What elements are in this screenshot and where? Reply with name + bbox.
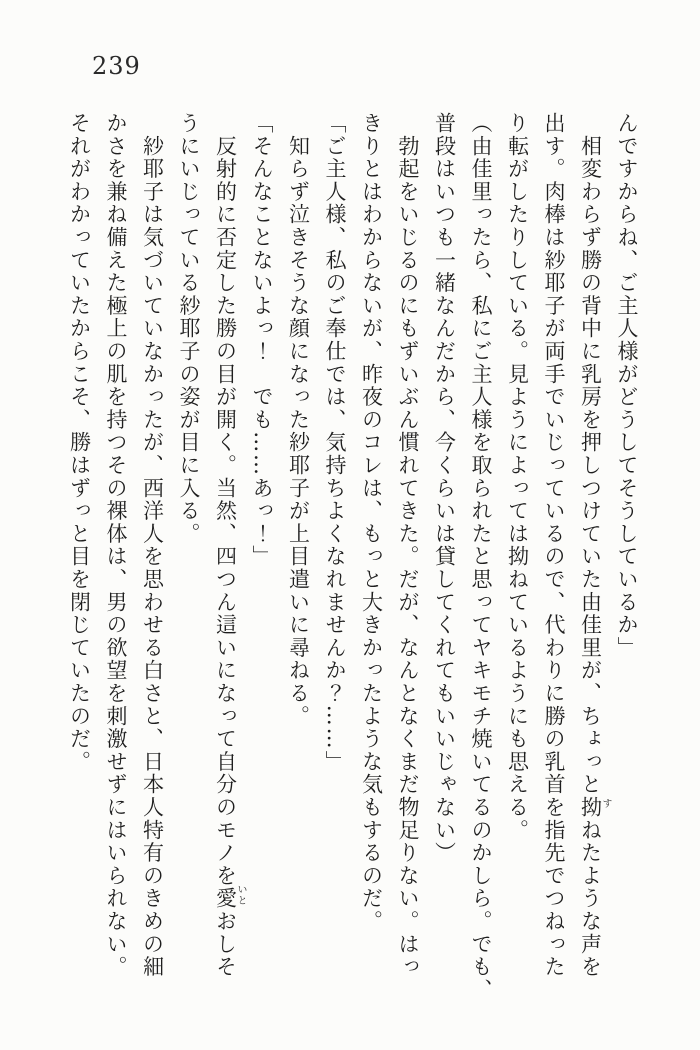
text-column-11: 「そんなことないよっ！ でも……あっ！」 (250, 112, 274, 568)
text-column-3: 出す。肉棒は紗耶子が両手でいじっているので、代わりに勝の乳首を指先でつねった (542, 112, 566, 979)
vertical-text-block (60, 112, 645, 1042)
text-column-15: かさを兼ね備えた極上の肌を持つその裸体は、男の欲望を刺激せずにはいられない。 (104, 112, 128, 979)
text-column-12: 反射的に否定した勝の目が開く。当然、四つん這いになって自分のモノを愛おしそ (213, 112, 238, 979)
furigana-annotation-ito: いと (235, 884, 246, 906)
text-column-6: 普段はいつも一緒なんだから、今くらいは貸してくれてもいいじゃない） (432, 112, 457, 865)
text-column-5: （由佳里ったら、私にご主人様を取られたと思ってヤキモチ焼いてるのかしら。でも、 (469, 112, 493, 1002)
text-column-9: 「ご主人様、私のご奉仕では、気持ちよくなれませんか？……」 (323, 112, 347, 774)
text-column-1: んですからね、ご主人様がどうしてそうしているか」 (615, 112, 639, 660)
text-column-7: 勃起をいじるのにもずいぶん慣れてきた。だが、なんとなくまだ物足りない。はっ (396, 112, 420, 979)
page-number: 239 (92, 52, 141, 80)
text-column-10: 知らず泣きそうな顔になった紗耶子が上目遣いに尋ねる。 (286, 112, 311, 728)
text-column-2: 相変わらず勝の背中に乳房を押しつけていた由佳里が、ちょっと拗ねたような声を (578, 112, 603, 979)
text-column-4: り転がしたりしている。見ようによっては拗ねているようにも思える。 (505, 112, 530, 842)
furigana-annotation-su: す (600, 798, 611, 809)
text-column-14: 紗耶子は気づいていなかったが、西洋人を思わせる白さと、日本人特有のきめの細 (140, 112, 165, 979)
text-column-13: うにいじっている紗耶子の姿が目に入る。 (177, 112, 201, 546)
text-column-16: それがわかっていたからこそ、勝はずっと目を閉じていたのだ。 (67, 112, 92, 774)
text-column-8: きりとはわからないが、昨夜のコレは、もっと大きかったような気もするのだ。 (359, 112, 384, 933)
